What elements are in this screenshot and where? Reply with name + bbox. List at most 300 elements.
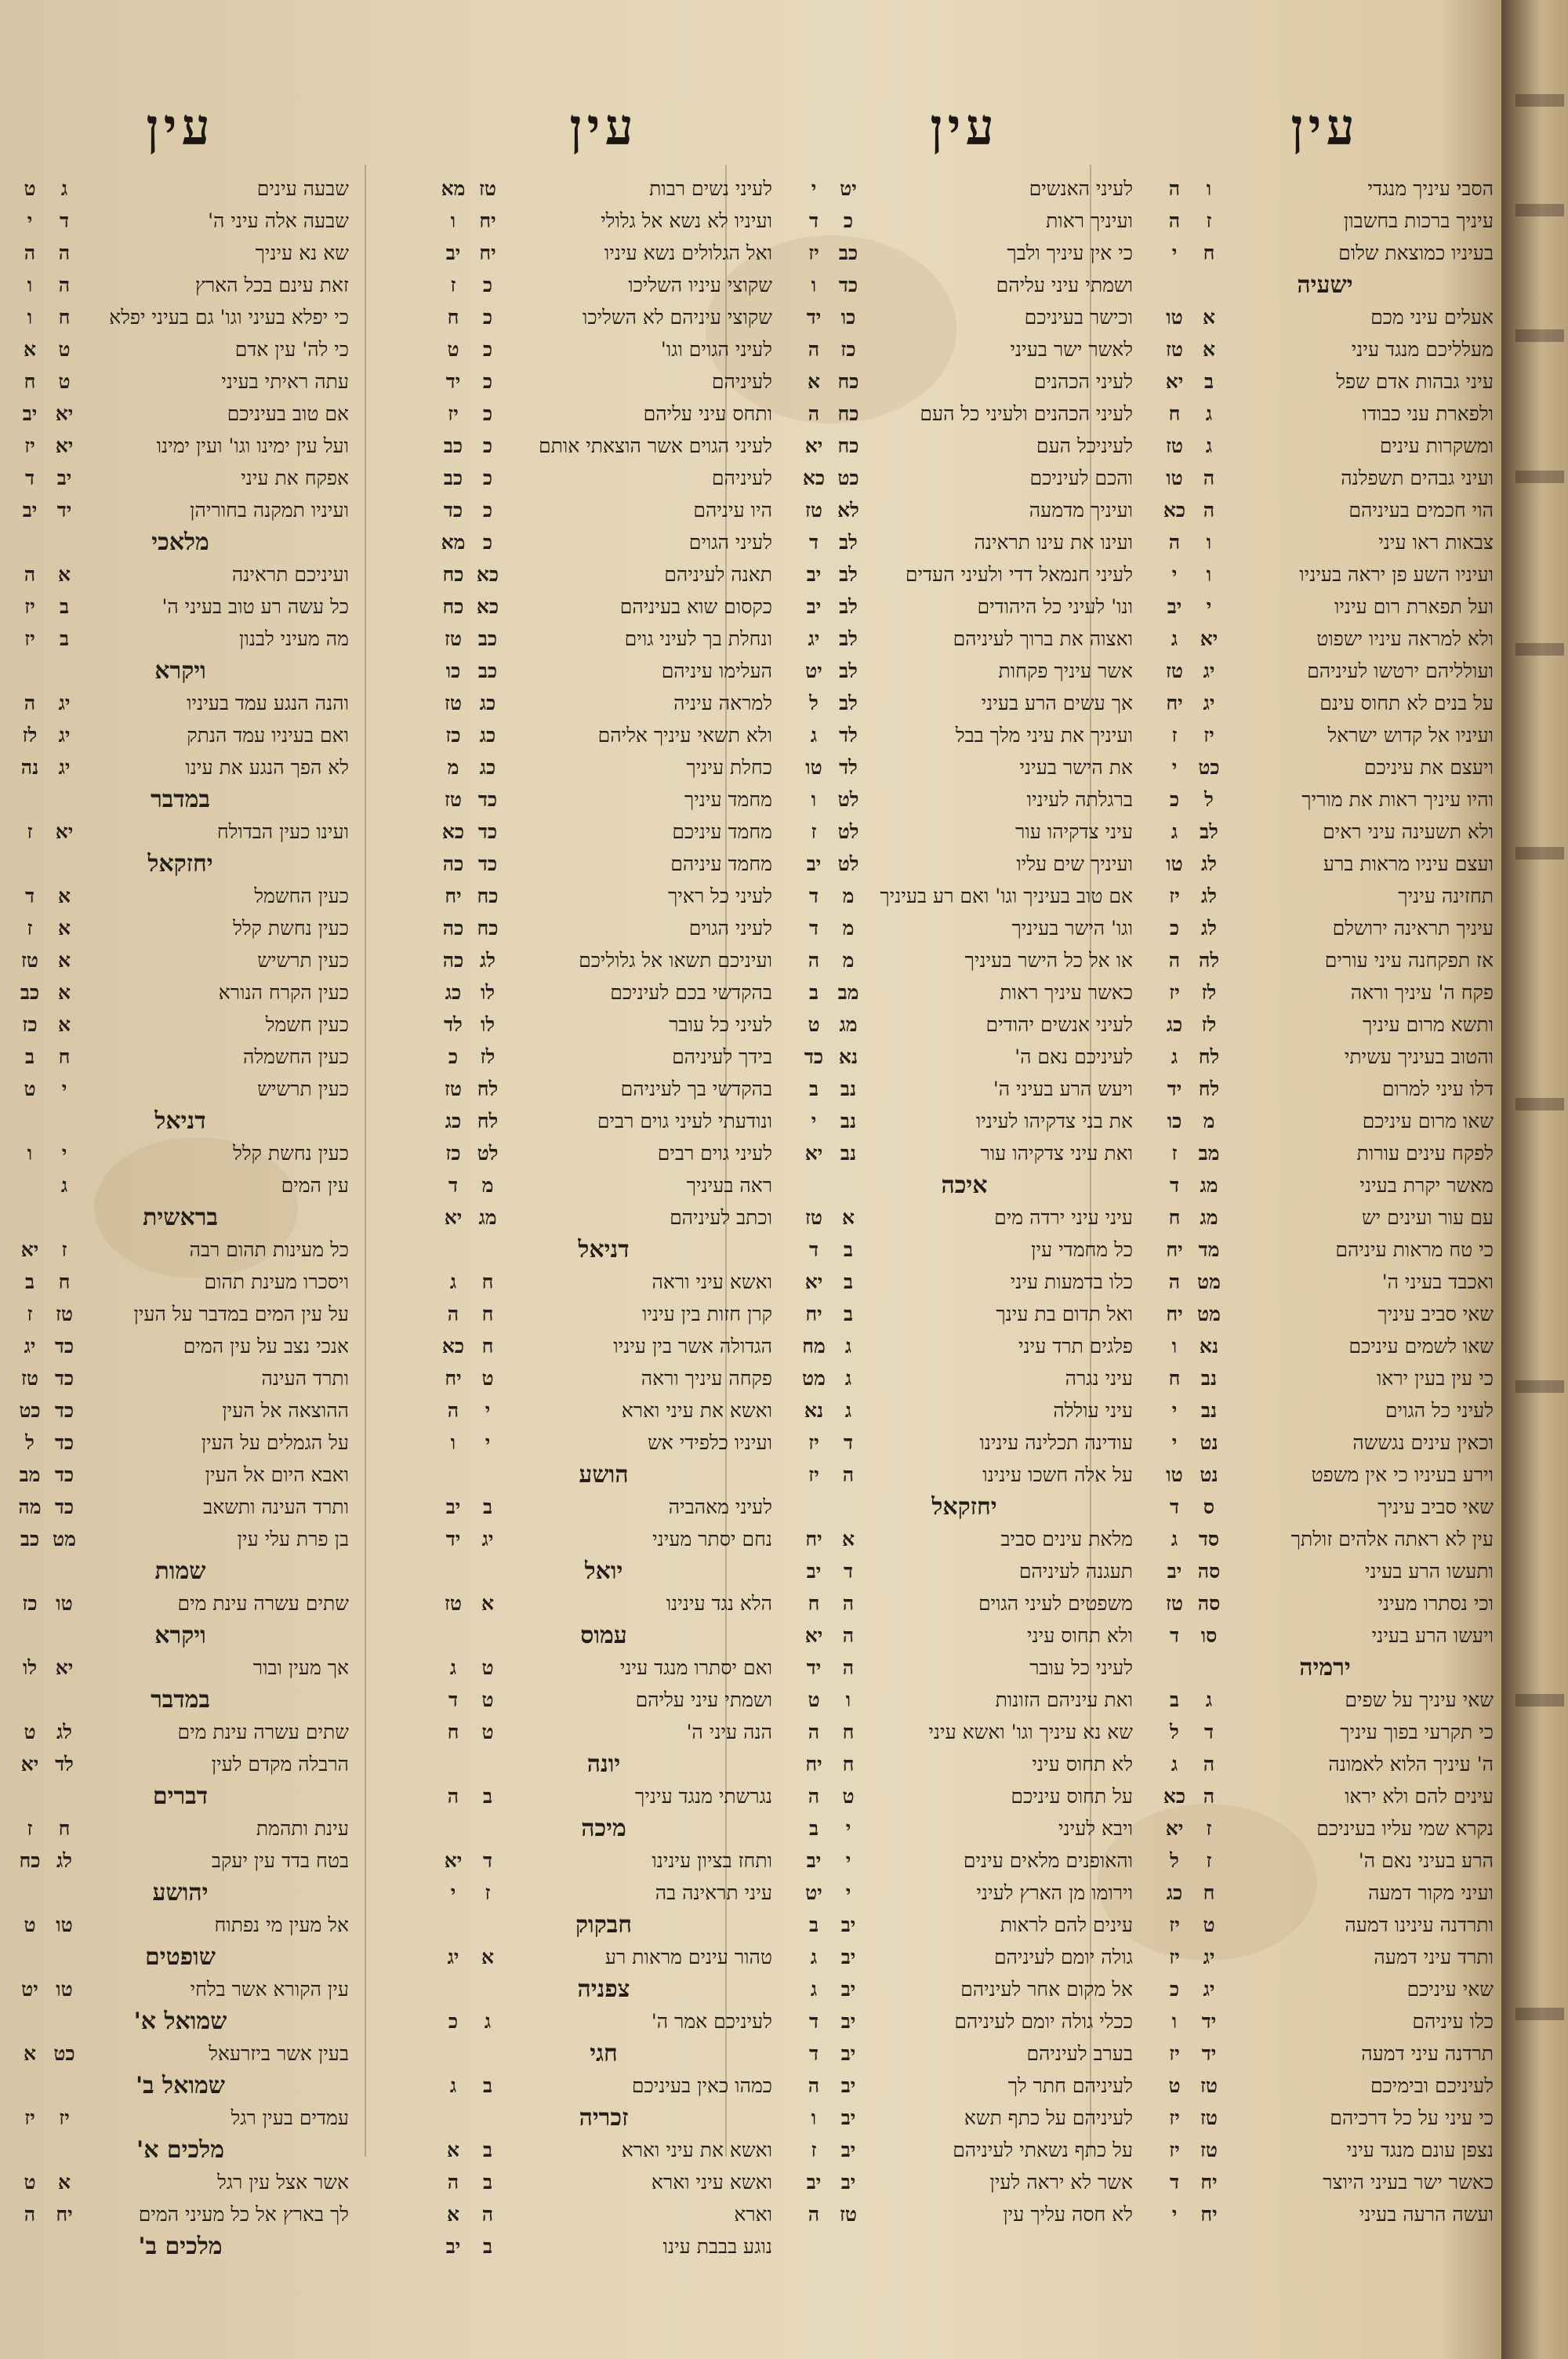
- verse-number: כח: [19, 1849, 41, 1872]
- concordance-entry: [12, 1845, 349, 1877]
- entry-text: שאו מרום עיניכם: [1362, 1110, 1494, 1132]
- chapter-number: לב: [1200, 820, 1218, 843]
- chapter-number: מ: [481, 1174, 494, 1197]
- verse-number: ז: [1171, 724, 1178, 747]
- concordance-entry: [796, 2037, 1133, 2070]
- concordance-column-4: [12, 98, 349, 2260]
- concordance-entry: [12, 333, 349, 365]
- verse-number: יז: [1169, 2139, 1180, 2161]
- chapter-number: יב: [56, 467, 72, 489]
- chapter-number: יט: [840, 177, 857, 200]
- concordance-entry: [796, 1555, 1133, 1587]
- entry-text: ושמתי עיני עליהם: [996, 274, 1133, 296]
- verse-number: ב: [24, 1045, 35, 1068]
- verse-number: יח: [805, 1528, 822, 1550]
- chapter-number: י: [845, 1817, 851, 1840]
- concordance-entry: [796, 1941, 1133, 1973]
- chapter-number: לג: [56, 1721, 72, 1743]
- entry-text: ועולליהם ירטשו לעיניהם: [1307, 660, 1494, 682]
- concordance-entry: [12, 237, 349, 269]
- concordance-entry: [1156, 1330, 1494, 1362]
- entry-text: אשר עיניך פקחות: [998, 660, 1133, 682]
- verse-number: יח: [1166, 1303, 1183, 1325]
- chapter-number: כד: [54, 1399, 74, 1422]
- book-heading: [435, 2102, 772, 2134]
- entry-text: שאי סביב עיניך: [1377, 1496, 1494, 1518]
- chapter-number: יב: [840, 2074, 856, 2097]
- chapter-number: לב: [839, 627, 858, 650]
- verse-number: יב: [806, 1849, 822, 1872]
- chapter-number: ה: [842, 1656, 855, 1679]
- entry-text: ותעשו הרע בעיני: [1364, 1560, 1494, 1583]
- verse-number: ו: [27, 274, 33, 296]
- verse-number: יב: [445, 242, 461, 264]
- entry-text: כי תקרעי בפוך עיניך: [1340, 1721, 1494, 1743]
- chapter-number: כ: [482, 370, 493, 393]
- concordance-entry: [796, 655, 1133, 687]
- concordance-entry: [1156, 783, 1494, 816]
- entry-text: לעיני גוים רבים: [657, 1142, 772, 1165]
- chapter-number: טז: [839, 2203, 858, 2226]
- entry-text: ותשא מרום עיניך: [1362, 1013, 1494, 1036]
- verse-number: ד: [808, 885, 819, 907]
- verse-number: ו: [811, 788, 817, 811]
- concordance-entry: [1156, 558, 1494, 591]
- verse-number: יד: [806, 1656, 822, 1679]
- verse-number: כז: [22, 1013, 38, 1036]
- verse-number: ז: [27, 1303, 33, 1325]
- concordance-entry: [1156, 1555, 1494, 1587]
- chapter-number: יח: [56, 2203, 73, 2226]
- concordance-entry: [12, 912, 349, 944]
- verse-number: ט: [24, 1914, 36, 1936]
- concordance-entry: [796, 2102, 1133, 2134]
- concordance-entry: [12, 1362, 349, 1394]
- chapter-number: טז: [1200, 2139, 1218, 2161]
- entry-text: כאשר ישר בעיני היוצר: [1323, 2171, 1494, 2194]
- concordance-entry: [435, 1105, 772, 1137]
- chapter-number: נב: [1200, 1399, 1218, 1422]
- entry-text: עיני עוללה: [1053, 1399, 1133, 1422]
- concordance-entry: [796, 301, 1133, 333]
- concordance-entry: [435, 2198, 772, 2230]
- entry-text: כחלת עיניך: [686, 756, 772, 779]
- chapter-number: נט: [1200, 1431, 1218, 1454]
- concordance-entry: [796, 1041, 1133, 1073]
- entry-text: וכתב לעיניהם: [670, 1206, 772, 1229]
- entry-text: כאשר עיניך ראות: [1000, 981, 1133, 1004]
- verse-number: טז: [20, 949, 39, 972]
- concordance-entry: [796, 173, 1133, 205]
- entry-text: כי עין בעין יראו: [1376, 1367, 1494, 1390]
- concordance-entry: [12, 1073, 349, 1105]
- entry-text: ויעצם את עיניכם: [1363, 756, 1494, 779]
- chapter-number: כ: [482, 402, 493, 425]
- entry-text: שאי עיניך על שפים: [1345, 1688, 1494, 1711]
- entry-text: נוגע בבבת עינו: [662, 2235, 772, 2258]
- verse-number: כז: [445, 724, 461, 747]
- concordance-entry: [12, 365, 349, 398]
- verse-number: ב: [1169, 1688, 1180, 1711]
- concordance-entry: [1156, 1234, 1494, 1266]
- gutter-text-line: [1515, 1098, 1564, 1110]
- concordance-entry: [435, 2166, 772, 2198]
- verse-number: כא: [1163, 499, 1186, 522]
- concordance-entry: [1156, 1780, 1494, 1812]
- chapter-number: מג: [1200, 1174, 1218, 1197]
- concordance-entry: [435, 1137, 772, 1169]
- entry-text: תרדנה עיני דמעה: [1361, 2042, 1494, 2065]
- entry-text: שאי עיניכם: [1406, 1978, 1494, 2001]
- concordance-entry: [435, 591, 772, 623]
- concordance-entry: [796, 912, 1133, 944]
- chapter-number: כד: [477, 820, 498, 843]
- chapter-number: א: [57, 563, 71, 586]
- verse-number: ו: [811, 274, 817, 296]
- entry-text: פקח ה' עיניך וראה: [1350, 981, 1494, 1004]
- verse-number: ד: [1169, 1624, 1180, 1647]
- entry-text: לעיני הכהנים ולעיני כל העם: [920, 402, 1133, 425]
- concordance-entry: [796, 880, 1133, 912]
- chapter-number: כ: [482, 274, 493, 296]
- verse-number: יב: [1167, 1560, 1182, 1583]
- verse-number: יז: [24, 2106, 35, 2129]
- chapter-number: כח: [837, 402, 859, 425]
- chapter-number: יד: [56, 499, 72, 522]
- book-heading: [435, 1748, 772, 1780]
- concordance-entry: [1156, 1105, 1494, 1137]
- entry-text: והכם לעיניכם: [1029, 467, 1133, 489]
- verse-number: מט: [802, 1367, 826, 1390]
- entry-text: לעיניכם אמר ה': [651, 2010, 772, 2033]
- book-heading: [12, 2070, 349, 2102]
- verse-number: ד: [808, 531, 819, 554]
- verse-number: יב: [1167, 595, 1182, 618]
- verse-number: יח: [805, 1303, 822, 1325]
- column-divider: [365, 165, 366, 2157]
- book-name: שופטים: [145, 1943, 216, 1971]
- book-name: ירמיה: [1299, 1654, 1351, 1681]
- entry-text: עין לא ראתה אלהים זולתך: [1290, 1528, 1494, 1550]
- concordance-entry: [796, 494, 1133, 526]
- verse-number: יז: [1169, 885, 1180, 907]
- chapter-number: ח: [842, 1753, 855, 1776]
- entry-text: מחמד עיניכם: [672, 820, 772, 843]
- entry-list: [1156, 173, 1494, 2230]
- book-name: דברים: [152, 1783, 209, 1810]
- entry-text: לעיני כל הגוים: [1385, 1399, 1494, 1422]
- entry-text: וירומו מן הארץ לעיני: [976, 1881, 1133, 1904]
- concordance-entry: [12, 2166, 349, 2198]
- entry-text: בהקדשי בך לעיניהם: [620, 1078, 772, 1100]
- concordance-entry: [796, 1587, 1133, 1619]
- chapter-number: מ: [842, 885, 855, 907]
- concordance-entry: [435, 1362, 772, 1394]
- entry-text: לעיני כל עובר: [1029, 1656, 1133, 1679]
- entry-text: כעין נחשת קלל: [233, 917, 349, 940]
- concordance-entry: [12, 944, 349, 976]
- chapter-number: כא: [476, 595, 499, 618]
- chapter-number: לג: [1201, 917, 1217, 940]
- verse-number: כב: [20, 981, 40, 1004]
- verse-number: טז: [20, 1367, 39, 1390]
- chapter-number: א: [1202, 306, 1216, 329]
- chapter-number: ב: [843, 1270, 854, 1293]
- chapter-number: לט: [477, 1142, 499, 1165]
- book-heading: [12, 2005, 349, 2037]
- chapter-number: יז: [1203, 724, 1214, 747]
- chapter-number: ח: [1203, 242, 1215, 264]
- chapter-number: ג: [1205, 402, 1213, 425]
- concordance-entry: [796, 237, 1133, 269]
- entry-text: עם עור ועינים יש: [1361, 1206, 1494, 1229]
- concordance-entry: [435, 1009, 772, 1041]
- chapter-number: לח: [477, 1078, 499, 1100]
- entry-text: ועיני מקור דמעה: [1368, 1881, 1494, 1904]
- verse-number: ח: [1168, 1367, 1181, 1390]
- entry-text: אל מעין מי נפתוח: [214, 1914, 349, 1936]
- book-name: צפניה: [577, 1976, 630, 2003]
- concordance-entry: [12, 1587, 349, 1619]
- concordance-entry: [1156, 1041, 1494, 1073]
- entry-text: ולא תשעינה עיני ראים: [1323, 820, 1494, 843]
- verse-number: ה: [808, 338, 820, 361]
- book-heading: [435, 1459, 772, 1491]
- entry-text: כלו בדמעות עיני: [1010, 1270, 1133, 1293]
- entry-text: ראה בעיניך: [686, 1174, 772, 1197]
- concordance-column-3: [435, 98, 772, 2258]
- verse-number: יד: [445, 370, 461, 393]
- concordance-entry: [796, 1523, 1133, 1555]
- verse-number: י: [811, 177, 817, 200]
- verse-number: ז: [27, 820, 33, 843]
- entry-text: שבעה אלה עיני ה': [208, 209, 349, 232]
- concordance-entry: [796, 2005, 1133, 2037]
- chapter-number: יג: [58, 756, 71, 779]
- adjacent-page-edge: [1501, 0, 1568, 2359]
- book-heading: [435, 1234, 772, 1266]
- concordance-entry: [796, 687, 1133, 719]
- concordance-entry: [435, 1652, 772, 1684]
- chapter-number: יא: [1200, 627, 1218, 650]
- entry-text: על בנים לא תחוס עינם: [1319, 692, 1494, 714]
- chapter-number: לג: [1201, 852, 1217, 875]
- chapter-number: מט: [1197, 1270, 1221, 1293]
- concordance-entry: [796, 1845, 1133, 1877]
- chapter-number: א: [841, 1206, 855, 1229]
- verse-number: ה: [1168, 177, 1181, 200]
- concordance-entry: [1156, 944, 1494, 976]
- chapter-number: לב: [839, 692, 858, 714]
- verse-number: ז: [811, 2139, 817, 2161]
- chapter-number: ה: [1203, 467, 1215, 489]
- concordance-entry: [1156, 719, 1494, 751]
- verse-number: ה: [808, 2074, 820, 2097]
- chapter-number: כג: [479, 756, 496, 779]
- chapter-number: טז: [478, 177, 497, 200]
- entry-text: ולפארת עני כבודו: [1362, 402, 1494, 425]
- concordance-entry: [1156, 1137, 1494, 1169]
- chapter-number: ז: [485, 1881, 491, 1904]
- book-name: יונה: [586, 1750, 621, 1778]
- concordance-entry: [796, 944, 1133, 976]
- chapter-number: יא: [55, 1656, 74, 1679]
- chapter-number: ב: [1203, 370, 1214, 393]
- entry-text: ומשקרות עינים: [1379, 434, 1494, 457]
- verse-number: כג: [1166, 1881, 1183, 1904]
- verse-number: יז: [1169, 2106, 1180, 2129]
- concordance-entry: [796, 1266, 1133, 1298]
- verse-number: ט: [24, 1078, 36, 1100]
- concordance-entry: [12, 1298, 349, 1330]
- entry-text: ונחלת בך לעיני גוים: [624, 627, 772, 650]
- chapter-number: כ: [482, 499, 493, 522]
- verse-number: ה: [447, 1399, 459, 1422]
- verse-number: טז: [444, 1592, 463, 1615]
- chapter-number: כט: [837, 467, 859, 489]
- chapter-number: י: [845, 1881, 851, 1904]
- concordance-entry: [1156, 1716, 1494, 1748]
- concordance-entry: [435, 2070, 772, 2102]
- concordance-entry: [12, 1330, 349, 1362]
- concordance-entry: [435, 2005, 772, 2037]
- entry-text: לעיניהם חתר לך: [1007, 2074, 1133, 2097]
- chapter-number: יג: [58, 724, 71, 747]
- concordance-entry: [796, 333, 1133, 365]
- entry-text: עתה ראיתי בעיני: [221, 370, 349, 393]
- book-name: שמואל א': [133, 2008, 227, 2035]
- chapter-number: ח: [58, 306, 71, 329]
- entry-text: ועיניך את עיני מלך בבל: [955, 724, 1133, 747]
- verse-number: י: [1171, 242, 1178, 264]
- chapter-number: ב: [482, 2139, 493, 2161]
- verse-number: טז: [1165, 338, 1184, 361]
- chapter-number: לט: [837, 820, 859, 843]
- verse-number: ג: [810, 724, 818, 747]
- book-name: ויקרא: [154, 657, 206, 685]
- verse-number: טז: [1165, 434, 1184, 457]
- chapter-number: ח: [842, 1721, 855, 1743]
- entry-text: לא הפך הנגע את עינו: [185, 756, 349, 779]
- concordance-entry: [12, 751, 349, 783]
- entry-text: נקרא שמי עליו בעיניכם: [1316, 1817, 1494, 1840]
- concordance-entry: [1156, 173, 1494, 205]
- gutter-text-line: [1515, 1694, 1564, 1707]
- concordance-entry: [435, 687, 772, 719]
- chapter-number: יב: [840, 1914, 856, 1936]
- chapter-number: כח: [477, 917, 499, 940]
- concordance-entry: [435, 1523, 772, 1555]
- verse-number: כג: [445, 981, 462, 1004]
- concordance-entry: [12, 623, 349, 655]
- verse-number: כג: [1166, 1013, 1183, 1036]
- book-name: חבקוק: [575, 1911, 632, 1939]
- concordance-entry: [796, 1973, 1133, 2005]
- entry-text: לאשר ישר בעיני: [1010, 338, 1133, 361]
- chapter-number: א: [57, 917, 71, 940]
- chapter-number: טז: [1200, 2106, 1218, 2129]
- verse-number: כד: [443, 499, 463, 522]
- book-name: בראשית: [143, 1204, 218, 1231]
- verse-number: כ: [448, 2010, 459, 2033]
- verse-number: יז: [24, 627, 35, 650]
- entry-text: שאו לשמים עיניכם: [1348, 1335, 1494, 1358]
- verse-number: כו: [445, 660, 461, 682]
- entry-text: ואשא את עיני וארא: [621, 2139, 772, 2161]
- book-name: מלכים א': [136, 2136, 224, 2164]
- concordance-entry: [12, 173, 349, 205]
- chapter-number: יב: [840, 2010, 856, 2033]
- verse-number: יז: [24, 595, 35, 618]
- concordance-entry: [1156, 1169, 1494, 1201]
- entry-text: לעיני הכהנים: [1033, 370, 1133, 393]
- entry-text: כל מעינות תהום רבה: [189, 1238, 349, 1261]
- verse-number: יז: [808, 1431, 819, 1454]
- concordance-entry: [12, 719, 349, 751]
- verse-number: יב: [806, 595, 822, 618]
- entry-text: ותרד העינה ותשאב: [203, 1496, 349, 1518]
- entry-text: כעין נחשת קלל: [233, 1142, 349, 1165]
- chapter-number: י: [485, 1431, 491, 1454]
- verse-number: ו: [27, 306, 33, 329]
- chapter-number: מט: [1197, 1303, 1221, 1325]
- entry-text: כי טח מראות עיניהם: [1335, 1238, 1494, 1261]
- entry-text: ואבא היום אל העין: [205, 1463, 349, 1486]
- entry-text: לעיניכם ובימיכם: [1370, 2074, 1494, 2097]
- entry-text: ושמתי עיני עליהם: [635, 1688, 772, 1711]
- verse-number: כ: [1169, 1978, 1180, 2001]
- entry-text: עיני תראינה בה: [655, 1881, 772, 1904]
- verse-number: יב: [445, 1496, 461, 1518]
- concordance-entry: [1156, 623, 1494, 655]
- verse-number: יח: [445, 885, 462, 907]
- concordance-entry: [435, 1073, 772, 1105]
- chapter-number: יא: [55, 434, 74, 457]
- concordance-entry: [1156, 1009, 1494, 1041]
- verse-number: ה: [1168, 949, 1181, 972]
- chapter-number: ל: [1204, 788, 1214, 811]
- gutter-text-line: [1515, 204, 1564, 216]
- chapter-number: כ: [482, 531, 493, 554]
- verse-number: מח: [802, 1335, 826, 1358]
- entry-text: עיניך תראינה ירושלם: [1332, 917, 1494, 940]
- entry-text: לעיניכל העם: [1036, 434, 1133, 457]
- chapter-number: לד: [839, 724, 858, 747]
- concordance-entry: [1156, 1298, 1494, 1330]
- book-heading: [12, 1941, 349, 1973]
- chapter-number: נב: [840, 1078, 857, 1100]
- concordance-entry: [435, 976, 772, 1009]
- book-name: ישעיה: [1297, 271, 1353, 299]
- entry-text: נחם יסתר מעיני: [652, 1528, 772, 1550]
- verse-number: י: [1171, 2203, 1178, 2226]
- entry-text: עיניך ברכות בחשבון: [1343, 209, 1494, 232]
- entry-text: זאת עינם בכל הארץ: [194, 274, 349, 296]
- concordance-entry: [435, 1041, 772, 1073]
- entry-text: מחמד עיניך: [684, 788, 772, 811]
- concordance-entry: [12, 462, 349, 494]
- chapter-number: כד: [477, 852, 498, 875]
- chapter-number: לח: [1198, 1045, 1220, 1068]
- verse-number: כה: [442, 852, 464, 875]
- chapter-number: ו: [845, 1688, 851, 1711]
- entry-text: ועיניו לא נשא אל גלולי: [601, 209, 772, 232]
- concordance-entry: [1156, 462, 1494, 494]
- chapter-number: כח: [837, 434, 859, 457]
- chapter-number: ב: [59, 595, 70, 618]
- entry-text: בערב לעיניהם: [1026, 2042, 1133, 2065]
- verse-number: א: [23, 2042, 37, 2065]
